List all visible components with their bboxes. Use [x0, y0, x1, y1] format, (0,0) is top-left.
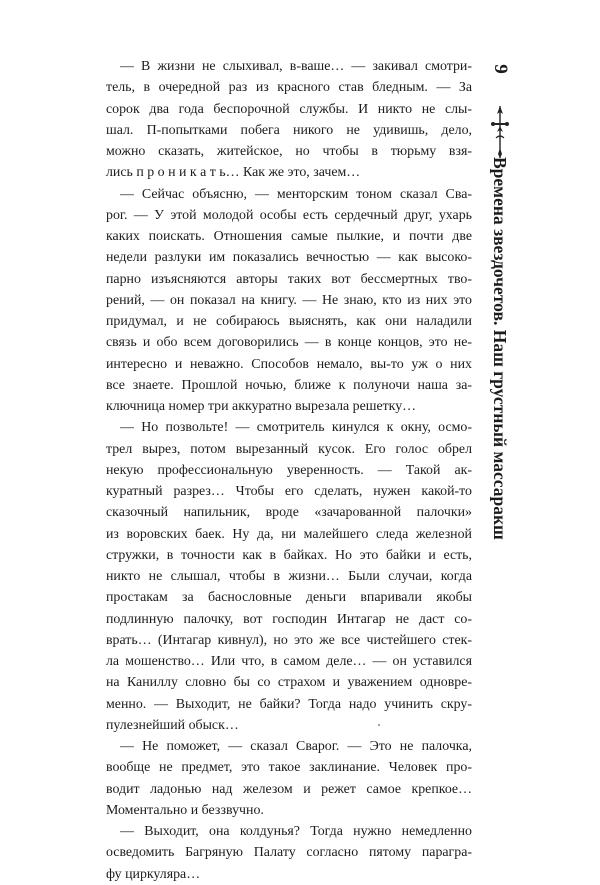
text-line: каких поискать. Отношения самые пылкие, и почти две	[106, 229, 472, 244]
text-line: вообще не предмет, это такое заклинание. Человек про-	[106, 760, 472, 776]
text-line: осведомить Багряную Палату согласно пятому парагра-	[106, 845, 472, 861]
text-line: парно изъясняются авторы таких вот бессмертных тво-	[106, 271, 472, 287]
text-line: куратный разрез… Чтобы его сделать, нужен какой-то	[106, 484, 472, 499]
text-line: Моментально и беззвучно.	[106, 802, 264, 818]
sword-ornament-icon	[488, 104, 512, 160]
text-line: — В жизни не слыхивал, в-ваше… — закивал смотри-	[120, 59, 472, 74]
text-line: можно сказать, житейское, но чтобы в тюрьму взя-	[106, 144, 472, 159]
text-line: простакам за баснословные деньги впаривали якобы	[106, 590, 472, 606]
text-line: подлинную палочку, вот господин Интагар не даст со-	[106, 611, 472, 627]
paper-speck	[378, 724, 380, 726]
text-line: связь и обо всем договорились — в конце концов, это не-	[106, 335, 472, 351]
page-body-text	[106, 56, 472, 885]
text-line: врать… (Интагар кивнул), но это же все чистейшего стек-	[106, 632, 472, 648]
text-line: рог. — У этой молодой особы есть сердечный друг, ухарь	[106, 207, 472, 223]
page-number: 9	[490, 64, 511, 74]
text-line: придумал, и не собираюсь выяснять, как они наладили	[106, 314, 472, 329]
text-line: ла мошенство… Или что, в самом деле… — он уставился	[106, 654, 472, 669]
text-line: — Но позвольте! — смотритель кинулся к окну, осмо-	[120, 420, 472, 436]
text-line: водит ладонью над железом и режет самое крепкое…	[106, 781, 472, 797]
text-line: интересно и неважно. Способов немало, вы-то уж о них	[106, 356, 472, 372]
text-line: сказочный напильник, вроде «зачарованной палочки»	[106, 505, 472, 521]
text-line: все знаете. Прошлой ночью, ближе к полуночи наша за-	[106, 377, 472, 393]
running-header	[478, 52, 522, 692]
text-line: менно. — Выходит, не байки? Тогда надо учинить скру-	[106, 696, 472, 712]
text-line: трел вырез, потом вырезанный кусок. Его голос обрел	[106, 441, 472, 457]
text-line: никто не слышал, чтобы в жизни… Были случаи, когда	[106, 569, 472, 584]
text-line: стружки, в точности как в байках. Но это байки и есть,	[106, 547, 472, 563]
text-line: лись п р о н и к а т ь… Как же это, зачем…	[106, 165, 361, 181]
text-line: недели разлуки им показались вечностью — как высоко-	[106, 250, 472, 266]
running-title: Времена звездочетов. Наш грустный массаракш	[490, 157, 510, 540]
text-line: сорок два года беспорочной службы. И никто не слы-	[106, 101, 472, 117]
text-line: шал. П-попытками побега никого не удивишь, дело,	[106, 122, 472, 138]
text-line: на Каниллу словно бы со страхом и уважением одновре-	[106, 675, 472, 691]
text-line: тель, в очередной раз из красного став бледным. — За	[106, 80, 472, 96]
text-line: пулезнейший обыск…	[106, 717, 239, 733]
text-line: — Сейчас объясню, — менторским тоном сказал Сва-	[120, 186, 472, 202]
text-line: ключница номер три аккуратно вырезала решетку…	[106, 399, 417, 414]
text-line: рений, — он показал на книгу. — Не знаю, кто из них это	[106, 292, 472, 308]
text-line: некую профессиональную уверенность. — Такой ак-	[106, 462, 472, 478]
text-line: из воровских баек. Ну да, ни малейшего следа железной	[106, 526, 472, 542]
text-line: фу циркуляра…	[106, 866, 201, 882]
text-line: — Выходит, она колдунья? Тогда нужно немедленно	[120, 824, 472, 839]
text-line: — Не поможет, — сказал Сварог. — Это не палочка,	[120, 739, 472, 754]
